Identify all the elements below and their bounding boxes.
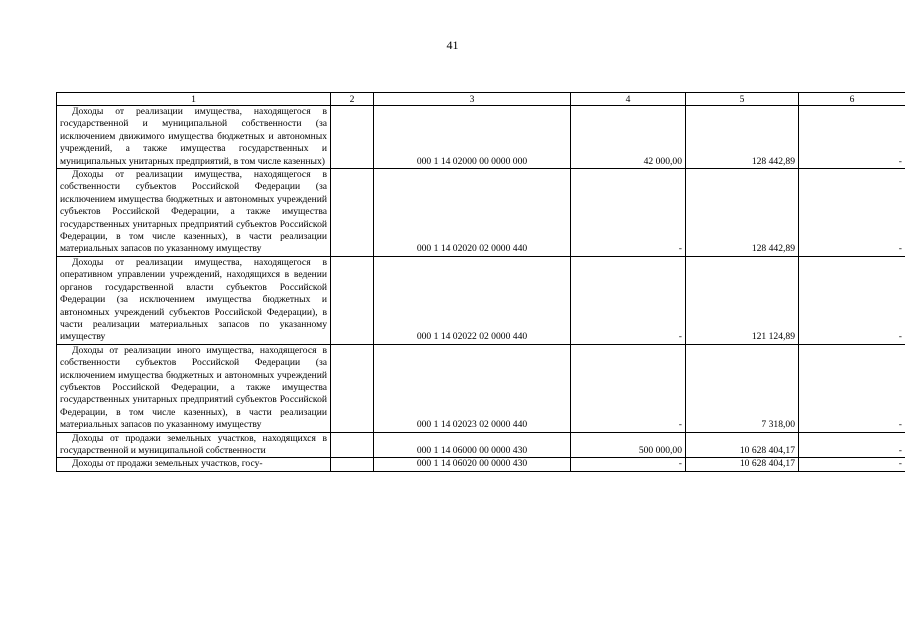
column-header: 5 [686, 93, 799, 106]
table-row [57, 106, 905, 169]
table-header-row [57, 93, 905, 106]
row-col6: - [799, 256, 905, 344]
row-col5: 10 628 404,17 [686, 458, 799, 471]
page-number: 41 [446, 38, 459, 52]
row-col5: 7 318,00 [686, 344, 799, 432]
row-description: Доходы от реализации имущества, находящегося в государственной и муниципальной собственности (за исключением движимого имущества бюджетных и автономных учреждений, а также имущества государственных и муниципальных унитарных предприятий, в том числе казенных) [57, 106, 331, 169]
row-code: 000 1 14 06020 00 0000 430 [374, 458, 571, 471]
row-col4: - [571, 256, 686, 344]
row-col6: - [799, 169, 905, 257]
column-header: 4 [571, 93, 686, 106]
row-col4: - [571, 344, 686, 432]
row-code: 000 1 14 02020 02 0000 440 [374, 169, 571, 257]
row-description: Доходы от продажи земельных участков, находящихся в государственной и муниципальной собственности [57, 432, 331, 458]
row-code: 000 1 14 02000 00 0000 000 [374, 106, 571, 169]
column-header: 1 [57, 93, 331, 106]
row-col5: 121 124,89 [686, 256, 799, 344]
row-col6: - [799, 344, 905, 432]
row-col6: - [799, 106, 905, 169]
row-col2 [331, 169, 374, 257]
revenue-table [56, 92, 905, 472]
row-col6: - [799, 432, 905, 458]
row-col2 [331, 106, 374, 169]
row-code: 000 1 14 06000 00 0000 430 [374, 432, 571, 458]
row-description: Доходы от реализации имущества, находящегося в собственности субъектов Российской Федерации (за исключением имущества бюджетных и автономных учреждений субъектов Российской Федерации, а также имущества государственных унитарных предприятий субъектов Российской Федерации, в том числе казенных), в части реализации материальных запасов по указанному имуществу [57, 169, 331, 257]
row-col2 [331, 458, 374, 471]
row-code: 000 1 14 02022 02 0000 440 [374, 256, 571, 344]
row-col4: 42 000,00 [571, 106, 686, 169]
row-col5: 128 442,89 [686, 169, 799, 257]
row-col4: 500 000,00 [571, 432, 686, 458]
column-header: 3 [374, 93, 571, 106]
table-row [57, 344, 905, 432]
table-row [57, 169, 905, 257]
column-header: 6 [799, 93, 905, 106]
row-description: Доходы от продажи земельных участков, госу- [57, 458, 331, 471]
row-col5: 128 442,89 [686, 106, 799, 169]
row-col2 [331, 432, 374, 458]
row-description: Доходы от реализации имущества, находящегося в оперативном управлении учреждений, находящихся в ведении органов государственной власти субъектов Российской Федерации (за исключением имущества бюджетных и автономных учреждений субъектов Российской Федерации), в части реализации материальных запасов по указанному имуществу [57, 256, 331, 344]
row-col4: - [571, 169, 686, 257]
column-header: 2 [331, 93, 374, 106]
table-row [57, 256, 905, 344]
row-col4: - [571, 458, 686, 471]
row-description: Доходы от реализации иного имущества, находящегося в собственности субъектов Российской Федерации (за исключением имущества бюджетных и автономных учреждений субъектов Российской Федерации, а также имущества государственных унитарных предприятий субъектов Российской Федерации, в том числе казенных), в части реализации материальных запасов по указанному имуществу [57, 344, 331, 432]
table-row [57, 432, 905, 458]
row-col2 [331, 256, 374, 344]
table-row [57, 458, 905, 471]
row-col6: - [799, 458, 905, 471]
row-col5: 10 628 404,17 [686, 432, 799, 458]
row-col2 [331, 344, 374, 432]
row-code: 000 1 14 02023 02 0000 440 [374, 344, 571, 432]
